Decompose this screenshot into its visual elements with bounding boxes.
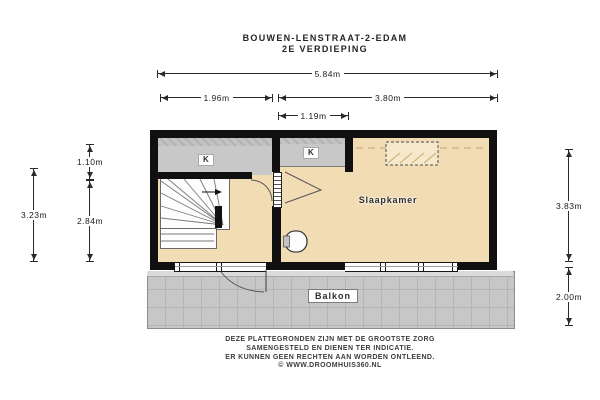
- dimension-right-upper: [555, 150, 583, 261]
- wall-left: [150, 130, 158, 270]
- disclaimer-line: SAMENGESTELD EN DIENEN TER INDICATIE.: [246, 344, 414, 352]
- dimension-left-lower: [76, 181, 104, 261]
- window-mullion: [216, 262, 222, 272]
- window-mullion: [380, 262, 386, 272]
- window-mullion: [452, 262, 458, 272]
- dimension-left-upper: [76, 145, 104, 179]
- window-mullion: [174, 262, 180, 272]
- dimension-top-inner: [279, 111, 348, 121]
- window-hall: [175, 262, 266, 272]
- disclaimer-line: DEZE PLATTEGRONDEN ZIJN MET DE GROOTSTE ZORG: [225, 336, 435, 343]
- dimension-label: 1.10m: [74, 157, 106, 167]
- wall-bottom-right: [458, 262, 497, 270]
- window-bedroom: [345, 262, 458, 272]
- window-mullion: [418, 262, 424, 272]
- bedroom-label: Slaapkamer: [358, 195, 418, 205]
- dimension-top-left: [161, 93, 272, 103]
- dimension-label: 1.96m: [200, 93, 232, 103]
- wall-top: [150, 130, 497, 138]
- disclaimer: [115, 336, 545, 371]
- dimension-top-right: [279, 93, 497, 103]
- dimension-label: 3.83m: [553, 201, 585, 211]
- wall-closet-left-bottom: [158, 172, 252, 179]
- staircase-upper: [160, 178, 230, 230]
- dimension-right-lower: [555, 268, 583, 325]
- closet-hatch: [280, 138, 345, 144]
- closet-left-label: K: [198, 154, 214, 166]
- dimension-label: 3.80m: [372, 93, 404, 103]
- dimension-label: 1.19m: [297, 111, 329, 121]
- title-address: BOUWEN-LENSTRAAT-2-EDAM: [242, 33, 408, 43]
- disclaimer-line: ER KUNNEN GEEN RECHTEN AAN WORDEN ONTLEEND.: [225, 353, 435, 361]
- wall-bottom-left: [150, 262, 175, 270]
- wall-divider-lower: [272, 206, 281, 262]
- dimension-label: 2.84m: [74, 216, 106, 226]
- wall-bottom-middle: [266, 262, 345, 270]
- dimension-top-total: [158, 69, 497, 79]
- page-title: [130, 33, 520, 55]
- dimension-label: 3.23m: [18, 210, 50, 220]
- closet-hatch: [158, 138, 272, 146]
- wall-closet-right-side: [345, 138, 353, 172]
- radiator-icon: [273, 172, 282, 208]
- wall-right: [489, 130, 497, 270]
- staircase-lower: [160, 228, 217, 249]
- balcony-label: Balkon: [308, 289, 358, 303]
- closet-right-label: K: [303, 147, 319, 159]
- dimension-label: 2.00m: [553, 292, 585, 302]
- title-floor: 2E VERDIEPING: [282, 44, 368, 54]
- dimension-label: 5.84m: [311, 69, 343, 79]
- disclaimer-line: © WWW.DROOMHUIS360.NL: [278, 362, 382, 370]
- dimension-left-outer: [20, 169, 48, 261]
- closet-left: [158, 138, 272, 175]
- wall-divider-upper: [272, 138, 280, 172]
